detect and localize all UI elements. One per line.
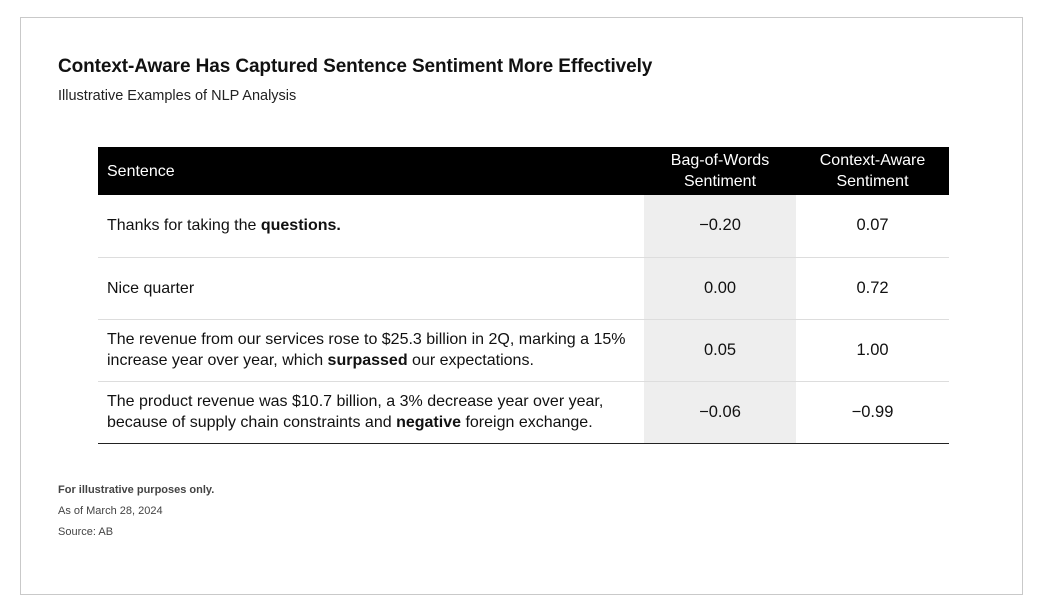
column-header-bag-of-words: [644, 147, 796, 195]
sentence-text: foreign exchange.: [461, 414, 593, 431]
table-row: [98, 257, 949, 319]
context-aware-score: 0.72: [796, 257, 949, 319]
table-header-row: [98, 147, 949, 195]
figure-card: [20, 17, 1023, 595]
column-header-context-aware-line1: Context-Aware: [819, 152, 926, 169]
table-row: [98, 381, 949, 443]
sentence-text: The product revenue was $10.7 billion, a 3% decrease year over year, because of supply chain constraints and: [107, 393, 604, 431]
column-header-bag-of-words-line2: Sentiment: [683, 173, 757, 190]
context-aware-score: −0.99: [796, 381, 949, 443]
bag-of-words-score: 0.05: [644, 319, 796, 381]
sentence-text: Thanks for taking the: [107, 217, 261, 235]
figure-subtitle: Illustrative Examples of NLP Analysis: [58, 88, 297, 104]
column-header-context-aware: [796, 147, 949, 195]
sentence-text: The revenue from our services rose to $25.3 billion in 2Q, marking a 15% increase year over year, which: [107, 331, 626, 369]
sentence-cell: [98, 257, 644, 319]
column-header-sentence: Sentence: [98, 147, 644, 195]
context-aware-score: 0.07: [796, 195, 949, 257]
sentence-keyword: surpassed: [327, 352, 408, 369]
as-of-date: As of March 28, 2024: [58, 505, 163, 517]
table-row: [98, 319, 949, 381]
bag-of-words-score: 0.00: [644, 257, 796, 319]
column-header-bag-of-words-line1: Bag-of-Words: [670, 152, 770, 169]
table-body: [98, 195, 949, 443]
bag-of-words-score: −0.20: [644, 195, 796, 257]
sentence-cell: [98, 195, 644, 257]
column-header-context-aware-line2: Sentiment: [836, 173, 909, 190]
table-row: [98, 195, 949, 257]
source-note: Source: AB: [58, 526, 114, 538]
sentiment-table: [98, 147, 949, 444]
sentence-cell: [98, 381, 644, 443]
figure-title: Context-Aware Has Captured Sentence Sentiment More Effectively: [58, 56, 653, 77]
context-aware-score: 1.00: [796, 319, 949, 381]
sentence-text: Nice quarter: [107, 279, 195, 297]
bag-of-words-score: −0.06: [644, 381, 796, 443]
disclaimer-note: For illustrative purposes only.: [58, 484, 215, 496]
sentence-cell: [98, 319, 644, 381]
sentence-keyword: questions.: [260, 217, 341, 235]
sentence-text: our expectations.: [407, 352, 534, 369]
sentence-keyword: negative: [396, 414, 461, 431]
